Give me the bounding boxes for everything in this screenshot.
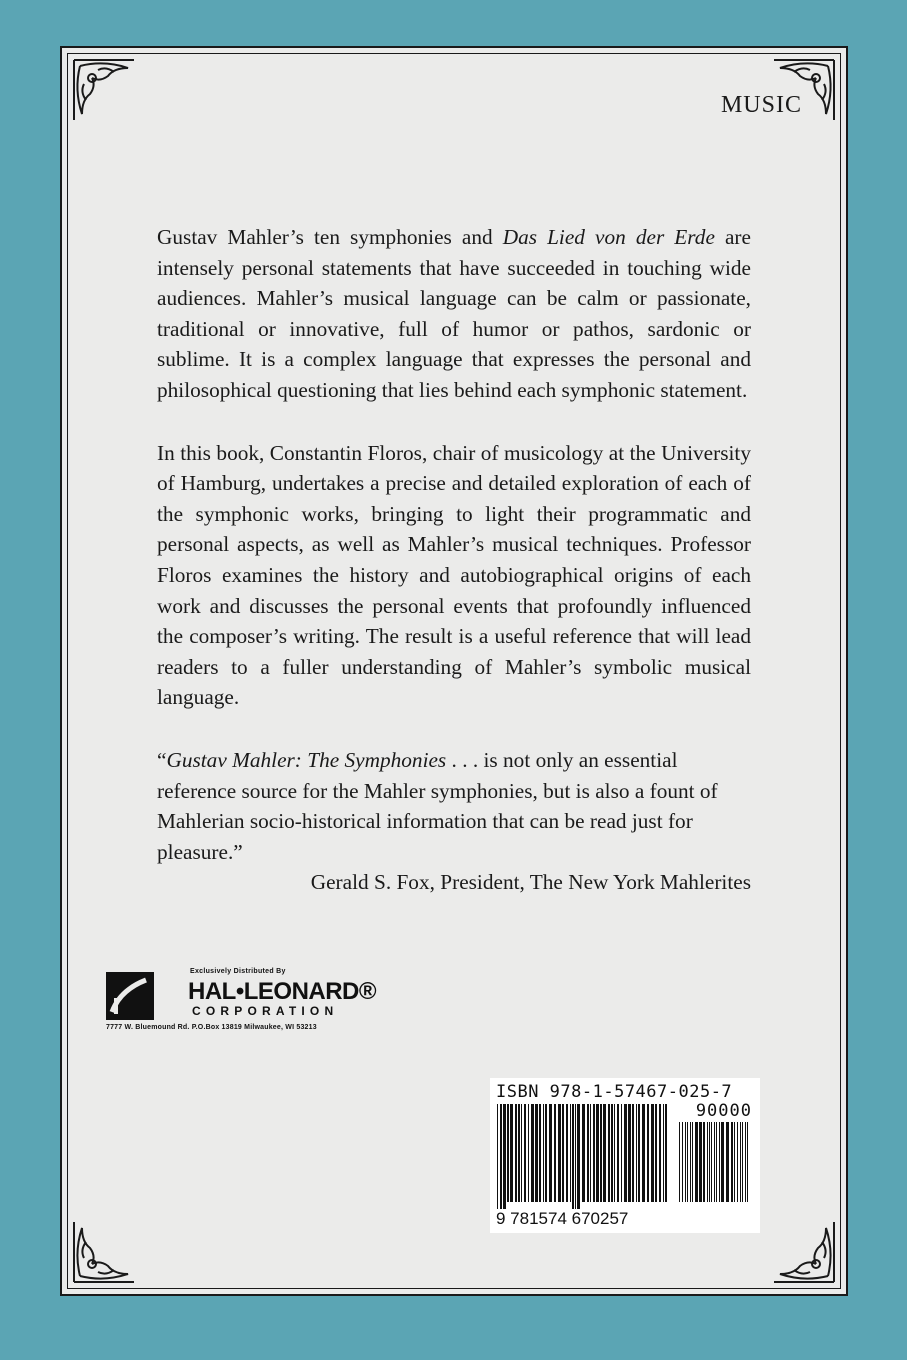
barcode-stripe	[500, 1104, 502, 1214]
barcode-stripe	[636, 1104, 637, 1202]
barcode-stripe	[562, 1104, 564, 1202]
blurb-text	[157, 222, 751, 898]
barcode-stripe	[632, 1104, 634, 1202]
barcode-stripe	[590, 1104, 591, 1202]
barcode-stripe	[721, 1122, 724, 1202]
barcode-stripe	[659, 1104, 661, 1202]
barcode-stripe	[577, 1104, 580, 1214]
barcode-stripe	[734, 1122, 735, 1202]
barcode-stripe	[685, 1122, 686, 1202]
barcode-stripe	[528, 1104, 529, 1202]
barcode-stripe	[692, 1122, 693, 1202]
barcode-stripe	[611, 1104, 613, 1202]
barcode-stripe	[531, 1104, 534, 1202]
barcode-stripe	[572, 1104, 574, 1214]
barcode-stripe	[642, 1104, 645, 1202]
barcode-stripe	[621, 1104, 622, 1202]
barcode-stripe	[558, 1104, 561, 1202]
barcode-stripe	[603, 1104, 606, 1202]
barcode-stripe	[503, 1104, 506, 1214]
barcode-stripe	[731, 1122, 733, 1202]
barcode-stripe	[507, 1104, 509, 1202]
barcode-stripe	[518, 1104, 520, 1202]
barcode-stripe	[570, 1104, 571, 1202]
book-title-italic: Gustav Mahler: The Symphonies	[166, 747, 447, 772]
book-title-italic: Das Lied von der Erde	[502, 225, 715, 249]
barcode-stripe	[687, 1122, 688, 1202]
barcode-stripe	[617, 1104, 619, 1202]
barcode-stripe	[554, 1104, 556, 1202]
barcode-stripe	[745, 1122, 746, 1202]
barcode-stripe	[582, 1104, 585, 1202]
publisher-corporation: CORPORATION	[192, 1004, 339, 1018]
ean-digits: 9 781574 670257	[496, 1209, 629, 1228]
barcode-stripe	[539, 1104, 541, 1202]
publisher-block	[106, 966, 426, 1036]
barcode-stripe	[515, 1104, 517, 1202]
barcode-stripe	[521, 1104, 522, 1202]
barcode-stripe	[524, 1104, 526, 1202]
barcode-stripe	[711, 1122, 712, 1202]
barcode-stripe	[740, 1122, 741, 1202]
blurb-paragraph	[157, 222, 751, 406]
back-cover-panel	[60, 46, 848, 1296]
barcode-stripe	[709, 1122, 710, 1202]
corner-ornament-icon	[70, 1216, 140, 1286]
barcode-stripe	[510, 1104, 513, 1202]
barcode-stripe	[608, 1104, 610, 1202]
barcode-stripe	[575, 1104, 576, 1214]
publisher-address: 7777 W. Bluemound Rd. P.O.Box 13819 Milwaukee, WI 53213	[106, 1024, 317, 1031]
quote-attribution: Gerald S. Fox, President, The New York Mahlerites	[310, 870, 751, 895]
barcode-stripe	[600, 1104, 602, 1202]
barcode-stripe	[707, 1122, 708, 1202]
barcode-stripe	[624, 1104, 627, 1202]
barcode-stripe	[549, 1104, 552, 1202]
category-label: MUSIC	[720, 92, 802, 118]
barcode-stripe	[638, 1104, 640, 1202]
barcode-stripe	[703, 1122, 705, 1202]
blurb-paragraph	[157, 438, 751, 713]
barcode-stripe	[655, 1104, 657, 1202]
quote-segment: “	[157, 747, 167, 772]
barcode-stripe	[543, 1104, 544, 1202]
barcode-stripe	[535, 1104, 538, 1202]
barcode-stripe	[628, 1104, 631, 1202]
isbn-barcode	[490, 1078, 760, 1233]
barcode-stripe	[747, 1122, 748, 1202]
barcode-stripe	[614, 1104, 615, 1202]
barcode-stripe	[587, 1104, 589, 1202]
barcode-stripe	[497, 1104, 498, 1214]
blurb-segment: Gustav Mahler’s ten symphonies and	[157, 225, 503, 249]
barcode-stripe	[726, 1122, 729, 1202]
distributed-by-label: Exclusively Distributed By	[190, 968, 286, 975]
barcode-stripe	[742, 1122, 743, 1202]
barcode-stripe	[665, 1104, 667, 1202]
barcode-stripe	[593, 1104, 595, 1202]
price-code: 90000	[695, 1101, 752, 1121]
barcode-stripe	[690, 1122, 691, 1202]
barcode-stripe	[719, 1122, 720, 1202]
barcode-stripe	[566, 1104, 568, 1202]
corner-ornament-icon	[70, 56, 140, 126]
hal-leonard-logo-icon	[106, 972, 154, 1020]
barcode-bars	[496, 1104, 668, 1214]
barcode-addon-bars	[678, 1122, 750, 1214]
barcode-stripe	[737, 1122, 738, 1202]
barcode-stripe	[695, 1122, 698, 1202]
quote-segment: . . . is not only an essential reference source for the Mahler symphonies, but is also a fount of Mahlerian socio-historical information that can be read just for pleasure.”	[157, 747, 718, 864]
blurb-segment: are intensely personal statements that have succeeded in touching wide audiences. Mahler’s musical language can be calm or passionate, traditional or innovative, full of humor or pathos, sardonic or sublime. It is a complex language that expresses the personal and philosophical questioning that lies behind each symphonic statement.	[157, 225, 751, 402]
barcode-stripe	[651, 1104, 654, 1202]
barcode-stripe	[596, 1104, 599, 1202]
barcode-stripe	[545, 1104, 547, 1202]
review-quote	[157, 745, 751, 867]
barcode-stripe	[647, 1104, 649, 1202]
blurb-segment: In this book, Constantin Floros, chair of musicology at the University of Hamburg, undertakes a precise and detailed exploration of each of the symphonic works, bringing to light their programmatic and personal aspects, as well as Mahler’s musical techniques. Professor Floros examines the history and autobiographical origins of each work and discusses the personal events that profoundly influenced the composer’s writing. The result is a useful reference that will lead readers to a fuller understanding of Mahler’s symbolic musical language.	[157, 440, 751, 710]
barcode-stripe	[716, 1122, 717, 1202]
barcode-stripe	[714, 1122, 715, 1202]
barcode-stripe	[699, 1122, 702, 1202]
isbn-label: ISBN 978-1-57467-025-7	[496, 1082, 733, 1102]
corner-ornament-icon	[768, 1216, 838, 1286]
barcode-stripe	[663, 1104, 664, 1202]
barcode-stripe	[682, 1122, 683, 1202]
barcode-stripe	[679, 1122, 680, 1202]
publisher-name: HAL•LEONARD®	[188, 978, 377, 1005]
